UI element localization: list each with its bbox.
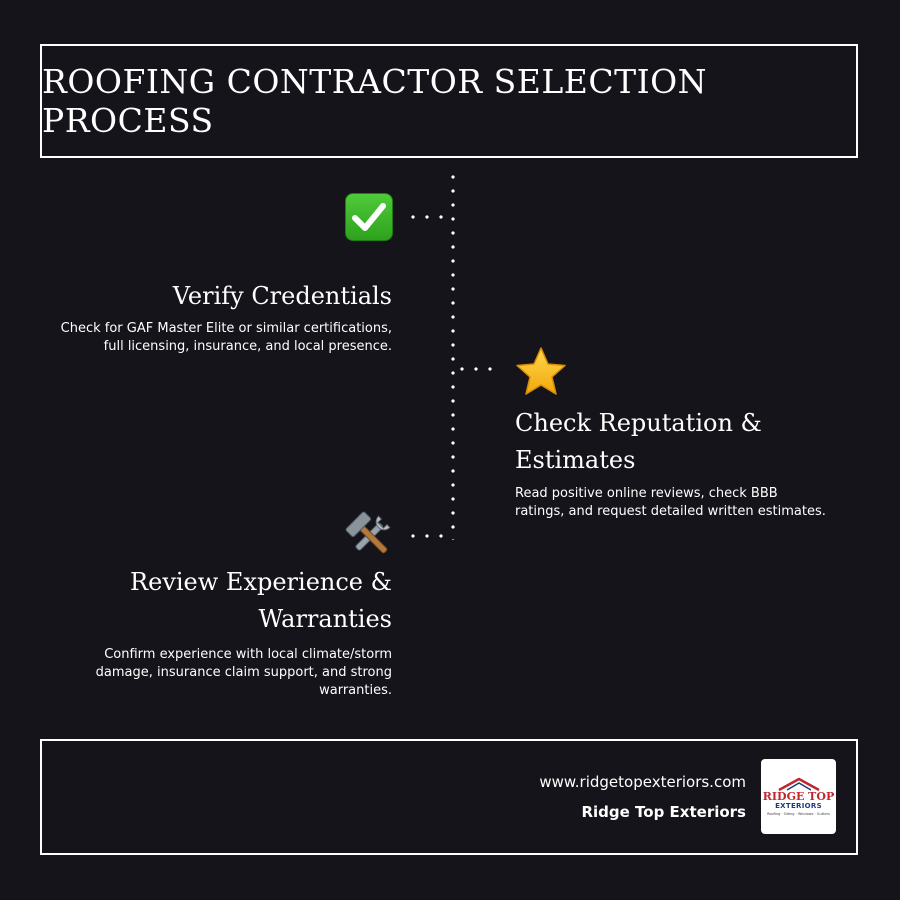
logo-text-line2: EXTERIORS bbox=[775, 801, 822, 810]
step-3-description bbox=[52, 646, 392, 700]
step-3-description-line: warranties. bbox=[319, 683, 392, 698]
step-1-description-line: Check for GAF Master Elite or similar certifications, bbox=[60, 321, 392, 336]
title-box bbox=[40, 44, 858, 158]
company-name: Ridge Top Exteriors bbox=[581, 803, 746, 821]
logo-tagline: Roofing · Siding · Windows · Gutters bbox=[767, 811, 830, 816]
step-2-description-line: ratings, and request detailed written estimates. bbox=[515, 504, 826, 519]
step-3-description-line: damage, insurance claim support, and strong bbox=[95, 665, 392, 680]
hammer-and-wrench-icon bbox=[344, 510, 396, 567]
step-3-title-line: Warranties bbox=[258, 605, 392, 633]
logo-text-line1: RIDGE TOP bbox=[762, 789, 835, 803]
connector-dots-step-3 bbox=[406, 534, 451, 538]
step-1-title: Verify Credentials bbox=[172, 282, 392, 310]
connector-dots-step-2 bbox=[455, 367, 501, 371]
step-3-title-line: Review Experience & bbox=[130, 568, 392, 596]
step-2-description-line: Read positive online reviews, check BBB bbox=[515, 486, 778, 501]
website-link[interactable]: www.ridgetopexteriors.com bbox=[539, 773, 746, 791]
step-2-title bbox=[515, 405, 762, 479]
step-3-title bbox=[130, 564, 392, 638]
page-title: ROOFING CONTRACTOR SELECTION PROCESS bbox=[42, 62, 708, 140]
step-3-description-line: Confirm experience with local climate/storm bbox=[104, 647, 392, 662]
step-1-description bbox=[32, 320, 392, 356]
step-2-description bbox=[515, 485, 885, 521]
footer bbox=[40, 739, 858, 855]
step-2-title-line: Check Reputation & bbox=[515, 409, 762, 437]
company-logo bbox=[761, 759, 836, 834]
roof-icon bbox=[777, 777, 821, 791]
step-1-description-line: full licensing, insurance, and local presence. bbox=[103, 339, 392, 354]
check-mark-icon bbox=[345, 193, 393, 241]
step-2-title-line: Estimates bbox=[515, 446, 636, 474]
timeline-dotted-line bbox=[451, 170, 455, 540]
connector-dots-step-1 bbox=[406, 215, 451, 219]
star-icon bbox=[514, 346, 568, 403]
